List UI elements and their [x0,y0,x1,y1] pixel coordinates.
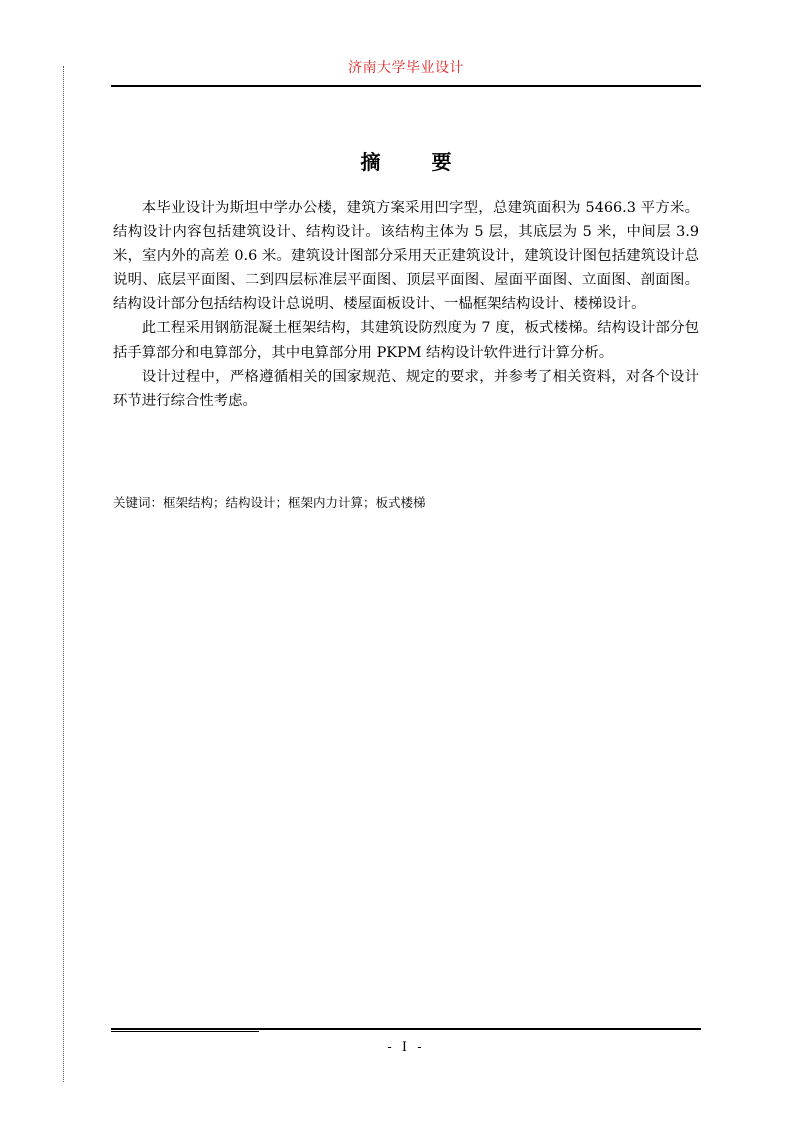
abstract-heading: 摘 要 [360,150,452,174]
page-number: - I - [387,1040,425,1055]
abstract-paragraph-2: 此工程采用钢筋混凝土框架结构，其建筑设防烈度为 7 度，板式楼梯。结构设计部分包括手算部分和电算部分，其中电算部分用 PKPM 结构设计软件进行计算分析。 [113,320,699,361]
binding-margin-line [63,66,64,1082]
header-title: 济南大学毕业设计 [348,60,464,76]
footer-rule-secondary [111,1031,259,1032]
header-rule [111,85,701,87]
keywords-line: 关键词：框架结构；结构设计；框架内力计算；板式楼梯 [113,495,426,510]
abstract-body [113,196,699,413]
abstract-paragraph-1: 本毕业设计为斯坦中学办公楼，建筑方案采用凹字型，总建筑面积为 5466.3 平方米。结构设计内容包括建筑设计、结构设计。该结构主体为 5 层，其底层为 5 米，中间层 3.9 米，室内外的高差 0.6 米。建筑设计图部分采用天正建筑设计，建筑设计图包括建筑设计总说明、底层平面图、二到四层标准层平面图、顶层平面图、屋面平面图、立面图、剖面图。结构设计部分包括结构设计总说明、楼屋面板设计、一榀框架结构设计、楼梯设计。 [113,200,699,313]
footer-rule [111,1028,701,1030]
abstract-paragraph-3: 设计过程中，严格遵循相关的国家规范、规定的要求，并参考了相关资料，对各个设计环节进行综合性考虑。 [113,368,699,409]
